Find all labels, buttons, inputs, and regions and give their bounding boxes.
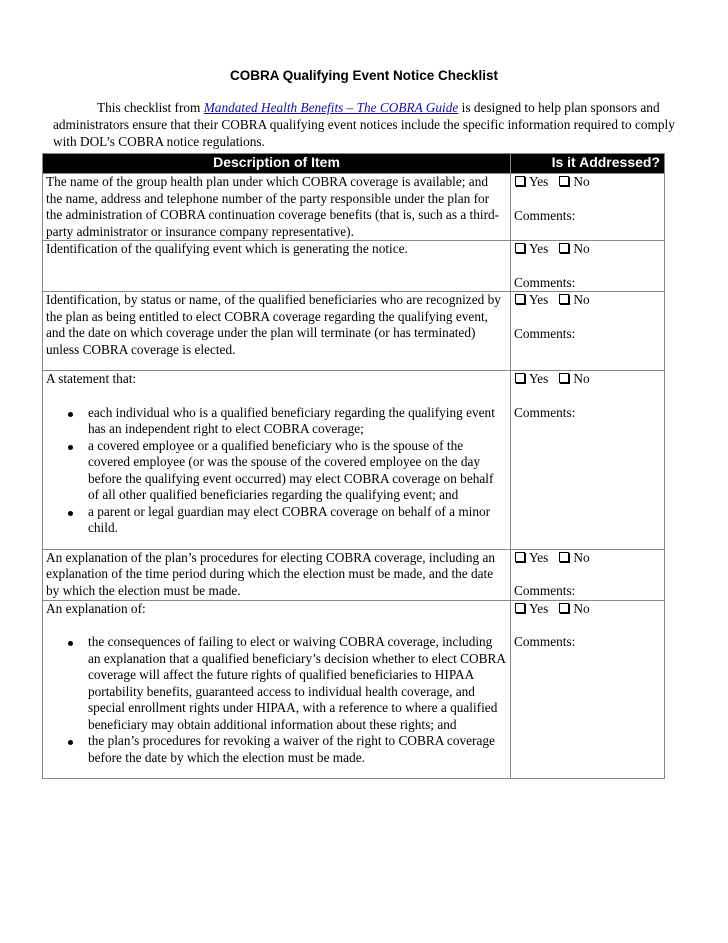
- yes-label: Yes: [529, 174, 549, 189]
- intro-suffix: is designed to help plan sponsors and administrators ensure that their COBRA qualifying event notices include the specific information required to comply with DOL’s COBRA notice regulations.: [53, 100, 675, 149]
- bullet-list: [46, 634, 507, 766]
- comments-label: Comments:: [514, 634, 576, 649]
- table-row: [43, 292, 665, 371]
- yes-label: Yes: [529, 241, 549, 256]
- no-label: No: [573, 292, 590, 307]
- row-answer: [511, 600, 665, 779]
- yes-no-options: [514, 601, 661, 618]
- row-description: [43, 292, 511, 371]
- comments-label: Comments:: [514, 274, 576, 290]
- intro-prefix: This checklist from: [97, 100, 204, 115]
- comments-label: Comments:: [514, 404, 576, 420]
- no-label: No: [573, 600, 590, 616]
- row-text: A statement that:: [46, 371, 137, 386]
- no-label: No: [573, 371, 590, 386]
- yes-label: Yes: [529, 292, 549, 307]
- no-label: No: [573, 241, 590, 256]
- table-row: [43, 174, 665, 241]
- row-text: The name of the group health plan under which COBRA coverage is available; and the name, address and telephone number of the party responsible under the plan for the administration of COBRA continuation coverage benefits (that is, such as a third-party administrator or insurance company representative).: [46, 174, 500, 239]
- row-description: [43, 600, 511, 779]
- table-row: [43, 241, 665, 292]
- yes-label: Yes: [529, 600, 549, 616]
- row-text: An explanation of:: [46, 600, 146, 616]
- bullet-item: each individual who is a qualified beneficiary regarding the qualifying event has an independent right to elect COBRA coverage;: [88, 405, 507, 438]
- yes-checkbox-icon[interactable]: [515, 373, 525, 383]
- row-text: Identification, by status or name, of the qualified beneficiaries who are recognized by the plan as being entitled to elect COBRA coverage regarding the qualifying event, and the date on which coverage under the plan will terminate (or has terminated) unless COBRA coverage is elected.: [46, 292, 501, 357]
- bullet-item: a covered employee or a qualified beneficiary who is the spouse of the covered employee (or was the spouse of the covered employee on the day before the qualifying event occurred) may elect COBRA coverage on behalf of all other qualified beneficiaries regarding the qualifying event; and: [88, 438, 507, 504]
- row-answer: [511, 174, 665, 241]
- document-title: COBRA Qualifying Event Notice Checklist: [229, 68, 499, 83]
- yes-checkbox-icon[interactable]: [515, 243, 525, 253]
- row-description: [43, 371, 511, 550]
- checklist-table: [42, 153, 665, 779]
- no-checkbox-icon[interactable]: [559, 243, 569, 253]
- row-answer: [511, 241, 665, 292]
- row-answer: [511, 292, 665, 371]
- table-row: [43, 371, 665, 550]
- yes-label: Yes: [529, 371, 549, 386]
- no-checkbox-icon[interactable]: [559, 603, 569, 613]
- yes-checkbox-icon[interactable]: [515, 294, 525, 304]
- row-answer: [511, 549, 665, 600]
- table-row: [43, 600, 665, 779]
- no-checkbox-icon[interactable]: [559, 294, 569, 304]
- yes-no-options: [514, 241, 661, 258]
- yes-label: Yes: [529, 549, 549, 565]
- no-label: No: [573, 549, 590, 565]
- no-checkbox-icon[interactable]: [559, 552, 569, 562]
- yes-no-options: [514, 292, 661, 309]
- comments-label: Comments:: [514, 583, 576, 598]
- header-description: Description of Item: [43, 154, 511, 174]
- header-addressed: Is it Addressed?: [511, 154, 665, 174]
- bullet-item: the consequences of failing to elect or waiving COBRA coverage, including an explanation that a qualified beneficiary’s decision whether to elect COBRA coverage will affect the future rights of qualified beneficiaries to HIPAA portability benefits, guaranteed access to individual health coverage, and special enrollment rights under HIPAA, with a reference to where a qualified beneficiary may obtain additional information about these rights; and: [88, 634, 506, 732]
- cobra-guide-link[interactable]: Mandated Health Benefits – The COBRA Guide: [203, 100, 459, 115]
- row-description: [43, 241, 511, 292]
- yes-no-options: [514, 174, 661, 191]
- yes-checkbox-icon[interactable]: [515, 603, 525, 613]
- no-checkbox-icon[interactable]: [559, 373, 569, 383]
- intro-paragraph: [53, 99, 683, 150]
- row-description: [43, 549, 511, 600]
- row-text: An explanation of the plan’s procedures for electing COBRA coverage, including an explanation of the time period during which the election must be made, and the date by which the election must be made.: [46, 549, 496, 598]
- bullet-list: [46, 405, 507, 537]
- bullet-item: a parent or legal guardian may elect COBRA coverage on behalf of a minor child.: [88, 504, 507, 537]
- bullet-item: the plan’s procedures for revoking a waiver of the right to COBRA coverage before the date by which the election must be made.: [88, 733, 507, 766]
- no-checkbox-icon[interactable]: [559, 176, 569, 186]
- no-label: No: [573, 174, 590, 189]
- yes-checkbox-icon[interactable]: [515, 176, 525, 186]
- yes-no-options: [514, 371, 661, 388]
- comments-label: Comments:: [514, 325, 576, 341]
- header-row: [43, 154, 665, 174]
- row-text: Identification of the qualifying event which is generating the notice.: [46, 241, 408, 256]
- yes-no-options: [514, 550, 661, 567]
- row-description: [43, 174, 511, 241]
- yes-checkbox-icon[interactable]: [515, 552, 525, 562]
- row-answer: [511, 371, 665, 550]
- comments-label: Comments:: [514, 207, 576, 223]
- table-row: [43, 549, 665, 600]
